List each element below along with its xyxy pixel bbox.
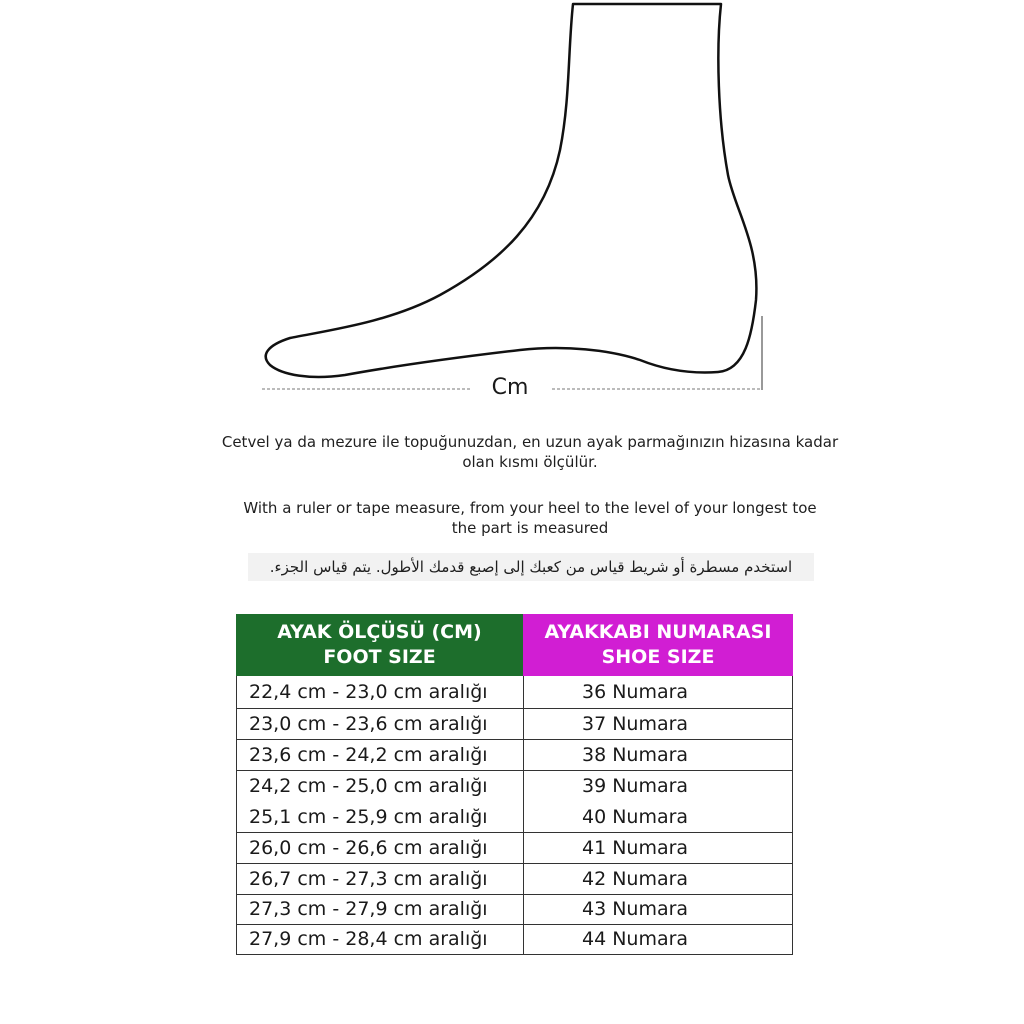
shoe-size-cell: 37 Numara <box>582 712 689 735</box>
size-table-header <box>236 614 793 676</box>
shoe-size-cell: 41 Numara <box>582 836 689 859</box>
table-row <box>237 894 792 925</box>
instruction-english-line-2: the part is measured <box>451 519 609 537</box>
foot-size-cell: 25,1 cm - 25,9 cm aralığı <box>237 802 524 832</box>
table-row <box>237 770 792 802</box>
shoe-size-cell: 38 Numara <box>582 743 689 766</box>
table-row <box>237 924 792 954</box>
size-table-body <box>236 676 793 955</box>
table-row <box>237 708 792 740</box>
shoe-size-cell: 44 Numara <box>582 928 689 950</box>
foot-size-cell: 27,9 cm - 28,4 cm aralığı <box>237 924 524 954</box>
foot-outline-illustration <box>0 0 1024 410</box>
foot-size-cell: 26,7 cm - 27,3 cm aralığı <box>237 863 524 894</box>
instruction-turkish-line-1: Cetvel ya da mezure ile topuğunuzdan, en uzun ayak parmağınızın hizasına kadar <box>221 433 839 451</box>
shoe-size-header <box>523 614 793 676</box>
shoe-size-cell: 43 Numara <box>582 898 689 920</box>
foot-size-cell: 23,0 cm - 23,6 cm aralığı <box>237 708 524 739</box>
foot-size-cell: 23,6 cm - 24,2 cm aralığı <box>237 739 524 770</box>
shoe-size-cell: 42 Numara <box>582 867 689 890</box>
table-row <box>237 863 792 895</box>
size-table <box>236 614 793 955</box>
foot-outline-path <box>266 4 757 377</box>
instruction-turkish-line-2: olan kısmı ölçülür. <box>462 453 598 471</box>
foot-size-cell: 27,3 cm - 27,9 cm aralığı <box>237 894 524 924</box>
shoe-size-cell: 40 Numara <box>582 806 689 828</box>
instruction-english <box>220 498 840 538</box>
foot-size-header-line-2: FOOT SIZE <box>323 646 436 668</box>
foot-size-cell: 22,4 cm - 23,0 cm aralığı <box>237 676 524 708</box>
table-row <box>237 832 792 864</box>
table-row <box>237 739 792 771</box>
table-row <box>237 802 792 833</box>
shoe-size-header-line-1: AYAKKABI NUMARASI <box>544 621 772 643</box>
instruction-turkish <box>200 432 860 472</box>
foot-size-header-line-1: AYAK ÖLÇÜSÜ (CM) <box>277 621 482 643</box>
instruction-arabic: استخدم مسطرة أو شريط قياس من كعبك إلى إصبع قدمك الأطول. يتم قياس الجزء. <box>248 553 814 581</box>
foot-size-cell: 24,2 cm - 25,0 cm aralığı <box>237 770 524 802</box>
shoe-size-cell: 39 Numara <box>582 775 689 797</box>
table-row <box>237 676 792 709</box>
shoe-size-header-line-2: SHOE SIZE <box>601 646 715 668</box>
foot-size-header <box>236 614 523 676</box>
shoe-size-cell: 36 Numara <box>582 681 689 703</box>
foot-size-cell: 26,0 cm - 26,6 cm aralığı <box>237 832 524 863</box>
instruction-english-line-1: With a ruler or tape measure, from your heel to the level of your longest toe <box>243 499 817 517</box>
unit-label-cm: Cm <box>470 373 550 403</box>
